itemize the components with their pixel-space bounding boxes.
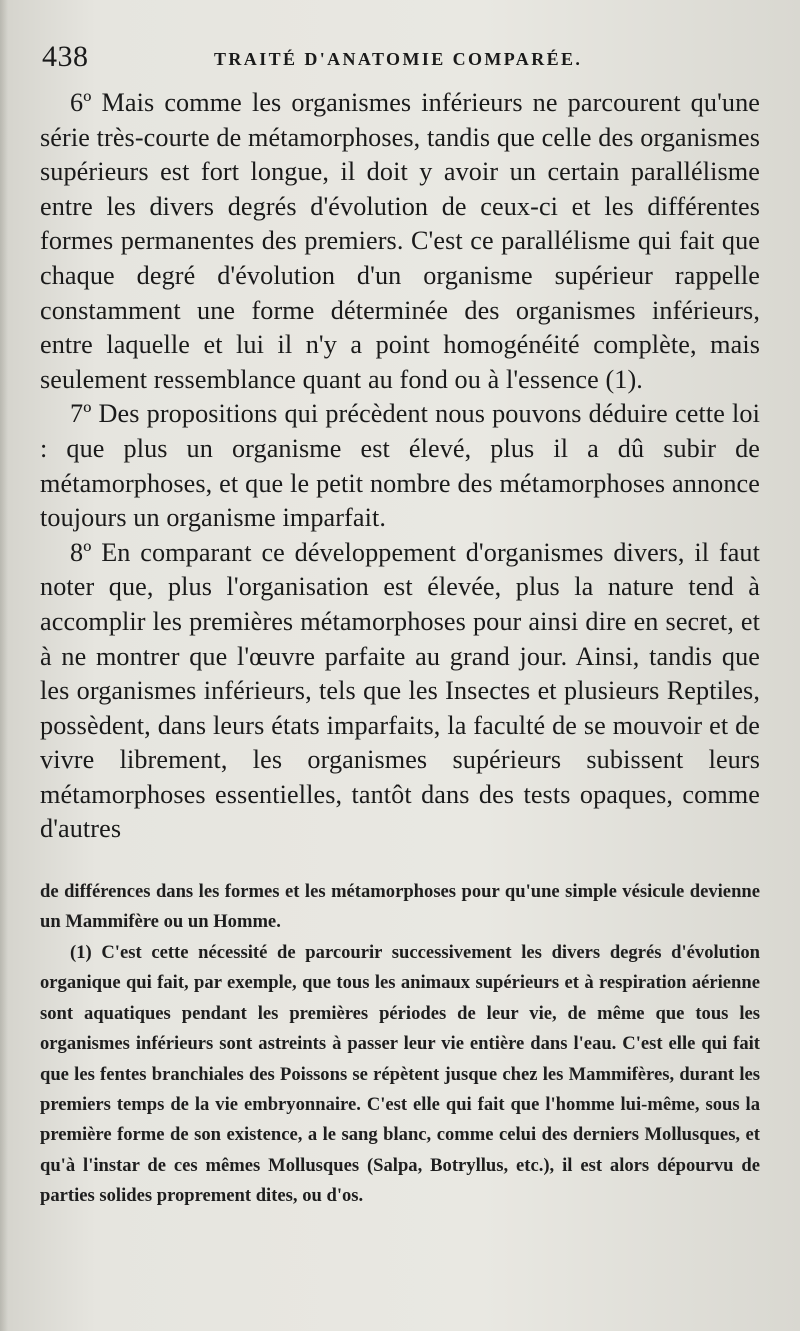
- page-header: [40, 34, 760, 86]
- paragraph-6: 6º Mais comme les organismes inférieurs ne parcourent qu'une série très-courte de métamorphoses, tandis que celle des organismes supérieurs est fort longue, il doit y avoir un certain parallélisme entre les divers degrés d'évolution de ceux-ci et les différentes formes permanentes des premiers. C'est ce parallélisme qui fait que chaque degré d'évolution d'un organisme supérieur rappelle constamment une forme déterminée des organismes inférieurs, entre laquelle et lui il n'y a point homogénéité complète, mais seulement ressemblance quant au fond ou à l'essence (1).: [40, 88, 760, 394]
- footnotes: [40, 877, 760, 1211]
- running-title: TRAITÉ D'ANATOMIE COMPARÉE.: [214, 49, 583, 69]
- footnote-1: (1) C'est cette nécessité de parcourir successivement les divers degrés d'évolution organique qui fait, par exemple, que tous les animaux supérieurs et à respiration aérienne sont aquatiques pendant les premières périodes de leur vie, de même que tous les organismes inférieurs sont astreints à passer leur vie entière dans l'eau. C'est elle qui fait que les fentes branchiales des Poissons se répètent jusque chez les Mammifères, durant les premiers temps de la vie embryonnaire. C'est elle qui fait que l'homme lui-même, sous la première forme de son existence, a le sang blanc, comme celui des derniers Mollusques, et qu'à l'instar de ces mêmes Mollusques (Salpa, Botryllus, etc.), il est alors dépourvu de parties solides proprement dites, ou d'os.: [40, 941, 760, 1207]
- paragraph-8: 8º En comparant ce développement d'organismes divers, il faut noter que, plus l'organisation est élevée, plus la nature tend à accomplir les premières métamorphoses pour ainsi dire en secret, et à ne montrer que l'œuvre parfaite au grand jour. Ainsi, tandis que les organismes inférieurs, tels que les Insectes et plusieurs Reptiles, possèdent, dans leurs états imparfaits, la faculté de se mouvoir et de vivre librement, les organismes supérieurs subissent leurs métamorphoses essentielles, tantôt dans des tests opaques, comme d'autres: [40, 537, 760, 844]
- footnote-continuation: de différences dans les formes et les métamorphoses pour qu'une simple vésicule devienne un Mammifère ou un Homme.: [40, 881, 760, 933]
- scan-edge-shadow: [0, 0, 8, 1331]
- main-text: [40, 86, 760, 847]
- paragraph-7: 7º Des propositions qui précèdent nous pouvons déduire cette loi : que plus un organisme est élevé, plus il a dû subir de métamorphoses, et que le petit nombre des métamorphoses annonce toujours un organisme imparfait.: [40, 399, 760, 533]
- page-number: 438: [42, 40, 89, 73]
